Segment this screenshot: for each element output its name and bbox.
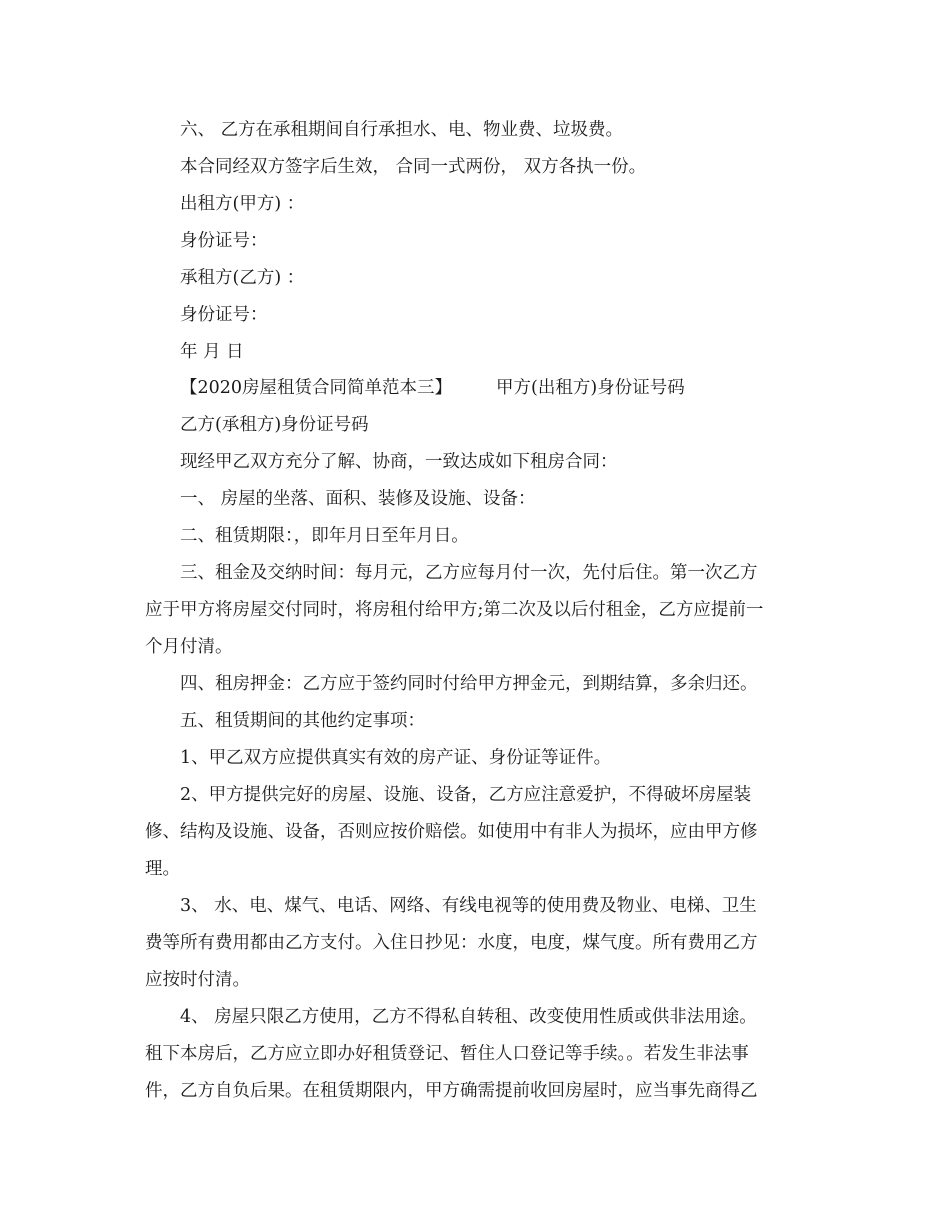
item-2-line-2: 修、结构及设施、设备，否则应按价赔偿。如使用中有非人为损坏，应由甲方修 (145, 822, 758, 842)
effective-clause: 本合同经双方签字后生效， 合同一式两份， 双方各执一份。 (180, 157, 647, 177)
item-4-line-1: 4、 房屋只限乙方使用，乙方不得私自转租、改变使用性质或供非法用途。 (180, 1007, 757, 1027)
item-4-line-3: 件，乙方自负后果。在租赁期限内，甲方确需提前收回房屋时，应当事先商得乙 (145, 1081, 758, 1101)
clause-4-deposit: 四、租房押金：乙方应于签约同时付给甲方押金元，到期结算，多余归还。 (180, 674, 758, 694)
clause-6: 六、 乙方在承租期间自行承担水、电、物业费、垃圾费。 (180, 120, 624, 140)
lessee-id-label: 身份证号： (180, 305, 268, 325)
preamble: 现经甲乙双方充分了解、协商，一致达成如下租房合同： (180, 452, 618, 472)
item-2-line-3: 理。 (145, 859, 180, 879)
party-b-id-label: 乙方(承租方)身份证号码 (180, 415, 369, 435)
clause-5-heading: 五、租赁期间的其他约定事项： (180, 711, 425, 731)
clause-3-rent-line-1: 三、租金及交纳时间：每月元，乙方应每月付一次，先付后住。第一次乙方 (180, 563, 758, 583)
clause-2-term: 二、租赁期限：，即年月日至年月日。 (180, 526, 469, 546)
section-heading: 【2020房屋租赁合同简单范本三】 (180, 378, 453, 398)
item-3-line-1: 3、 水、电、煤气、电话、网络、有线电视等的使用费及物业、电梯、卫生 (180, 896, 757, 916)
lessor-id-label: 身份证号： (180, 231, 268, 251)
lessee-label: 承租方(乙方) ： (180, 268, 305, 288)
clause-3-rent-line-3: 个月付清。 (145, 637, 233, 657)
item-2-line-1: 2、甲方提供完好的房屋、设施、设备，乙方应注意爱护，不得破坏房屋装 (180, 785, 752, 805)
section-heading-line (180, 377, 805, 399)
item-3-line-3: 应按时付清。 (145, 970, 250, 990)
item-3-line-2: 费等所有费用都由乙方支付。入住日抄见：水度，电度，煤气度。所有费用乙方 (145, 933, 758, 953)
clause-3-rent-line-2: 应于甲方将房屋交付同时，将房租付给甲方;第二次及以后付租金，乙方应提前一 (145, 600, 764, 620)
date-line: 年 月 日 (180, 342, 244, 362)
party-a-id-label: 甲方(出租方)身份证号码 (496, 378, 685, 398)
lessor-label: 出租方(甲方) ： (180, 194, 305, 214)
clause-1-heading: 一、 房屋的坐落、面积、装修及设施、设备： (180, 489, 536, 509)
item-4-line-2: 租下本房后，乙方应立即办好租赁登记、暂住人口登记等手续。。若发生非法事 (145, 1044, 749, 1064)
item-1: 1、甲乙双方应提供真实有效的房产证、身份证等证件。 (180, 748, 612, 768)
